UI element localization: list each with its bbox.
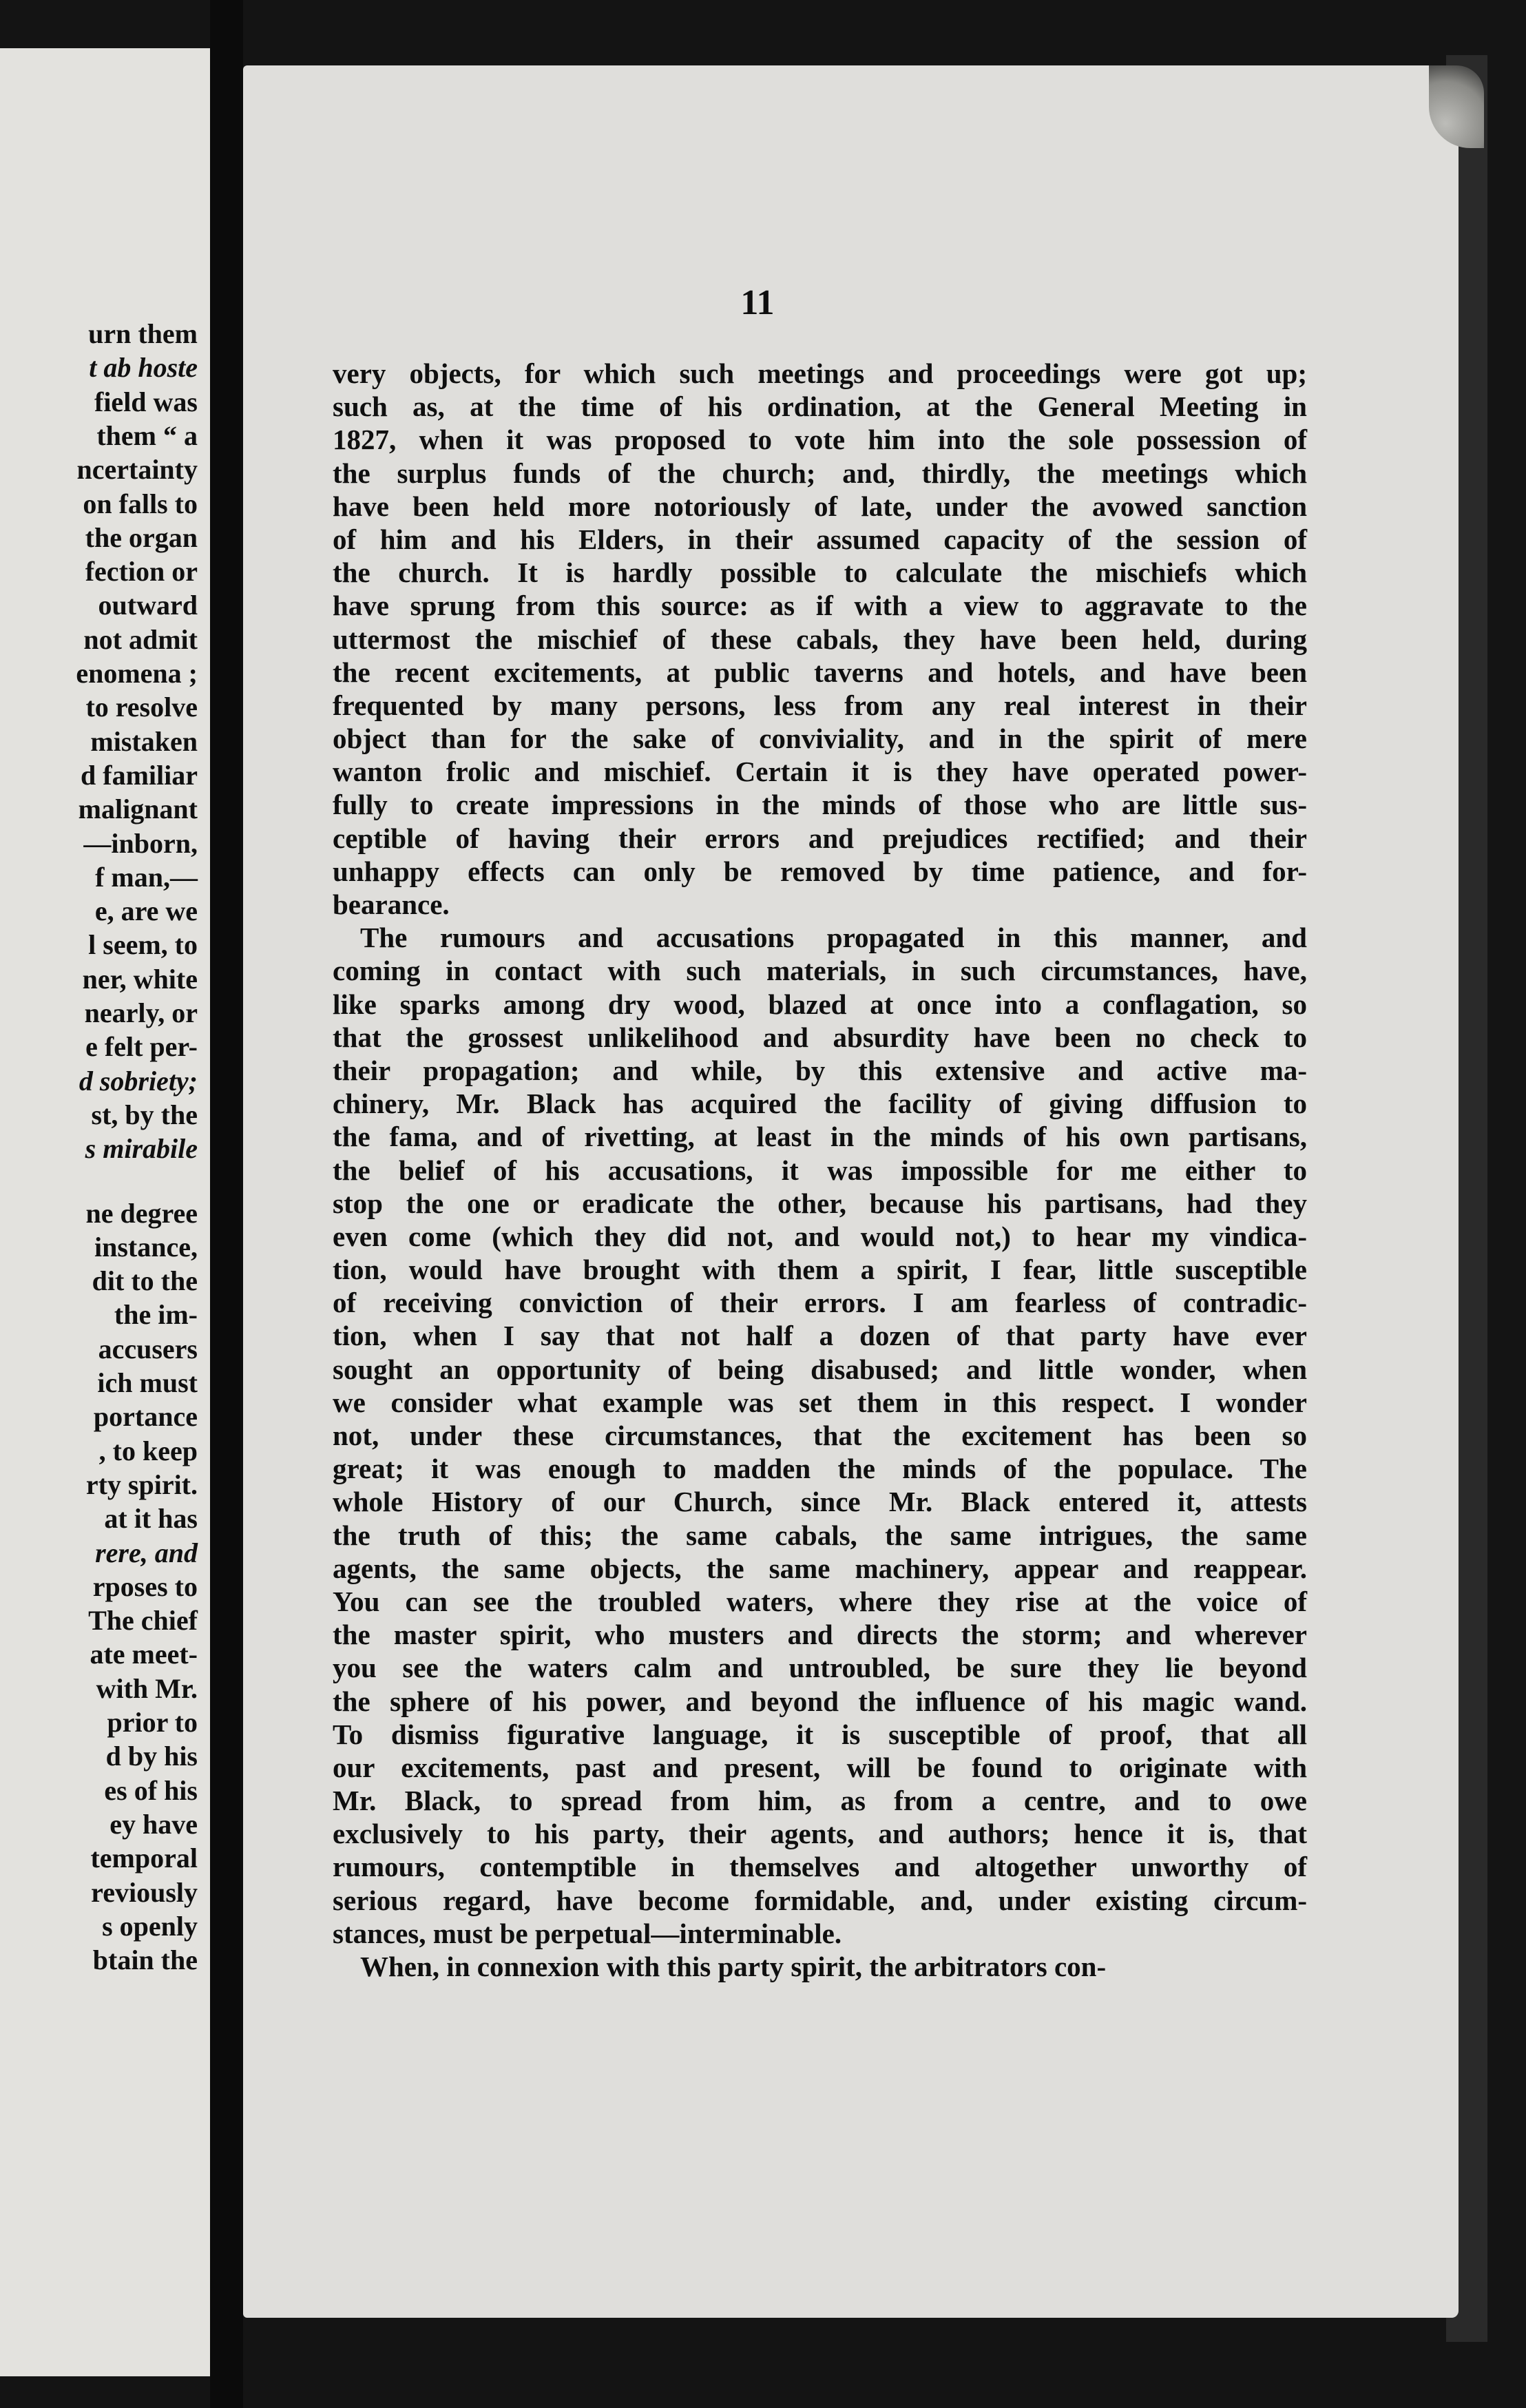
left-page-line: them “ a [96,419,198,451]
text-line: coming in contact with such materials, in such circumstances, have, [333,955,1307,987]
left-page-line: the organ [85,521,198,553]
text-line: very objects, for which such meetings and proceedings were got up; [333,357,1307,389]
book-gutter [210,0,243,2408]
left-page-line: to resolve [85,692,198,723]
text-line: the sphere of his power, and beyond the influence of his magic wand. [333,1685,1307,1717]
left-page-line: urn them [88,318,198,349]
text-line: the belief of his accusations, it was impossible for me either to [333,1154,1307,1186]
text-line: whole History of our Church, since Mr. Black entered it, attests [333,1486,1307,1518]
left-page-line: fection or [85,556,198,588]
text-line: we consider what example was set them in this respect. I wonder [333,1386,1307,1418]
left-page-line: ate meet- [90,1639,198,1670]
left-page-line: f man,— [95,861,198,893]
left-page-line: reviously [91,1876,198,1908]
left-page-line: dit to the [92,1265,198,1297]
left-page-line: e, are we [94,895,198,927]
page-number: 11 [740,283,775,322]
left-page-line: mistaken [90,725,198,757]
left-page-line: not admit [83,623,198,655]
left-page-line: es of his [104,1774,198,1806]
text-line: the recent excitements, at public taverns and hotels, and have been [333,656,1307,688]
text-line: 1827, when it was proposed to vote him into the sole possession of [333,424,1307,456]
text-line: uttermost the mischief of these cabals, they have been held, during [333,623,1307,655]
left-page-line: with Mr. [96,1672,198,1704]
left-page-line: —inborn, [83,827,198,859]
text-line: The rumours and accusations propagated in this manner, and [360,922,1307,954]
text-line: tion, would have brought with them a spirit, I fear, little susceptible [333,1254,1307,1286]
text-line: great; it was enough to madden the minds of the populace. The [333,1453,1307,1485]
text-line: sought an opportunity of being disabused; and little wonder, when [333,1353,1307,1385]
text-line: the surplus funds of the church; and, thirdly, the meetings which [333,457,1307,489]
left-page-line: btain the [92,1944,198,1976]
left-page-line: l seem, to [88,929,198,961]
left-page-line: rposes to [92,1570,198,1602]
left-page-line: at it has [104,1503,198,1535]
text-line: Mr. Black, to spread from him, as from a centre, and to owe [333,1785,1307,1817]
text-line: like sparks among dry wood, blazed at once into a conflagation, so [333,988,1307,1020]
text-line: of him and his Elders, in their assumed capacity of the session of [333,523,1307,555]
text-line: have been held more notoriously of late, under the avowed sanction [333,490,1307,522]
left-page-line: d familiar [81,759,198,791]
left-page-line: prior to [107,1707,198,1738]
left-page-line: ne degree [85,1197,198,1229]
text-line: stop the one or eradicate the other, because his partisans, had they [333,1187,1307,1219]
left-page-fragment [0,48,210,2376]
left-page-line: rere, and [95,1537,198,1568]
left-page-line: The chief [88,1605,198,1637]
left-page-line: the im- [114,1299,198,1331]
text-line: ceptible of having their errors and prejudices rectified; and their [333,822,1307,854]
text-line: To dismiss figurative language, it is susceptible of proof, that all [333,1718,1307,1750]
left-page-line: enomena ; [76,658,198,689]
text-line: of receiving conviction of their errors. I am fearless of contradic- [333,1287,1307,1319]
left-page-line: s openly [102,1910,198,1942]
text-line: frequented by many persons, less from any real interest in their [333,689,1307,721]
left-page-line: d by his [105,1741,198,1772]
left-page-line: portance [93,1401,198,1433]
text-line: unhappy effects can only be removed by time patience, and for- [333,855,1307,887]
text-line: the church. It is hardly possible to calculate the mischiefs which [333,557,1307,589]
text-line: chinery, Mr. Black has acquired the facility of giving diffusion to [333,1088,1307,1120]
left-page-line: accusers [98,1333,198,1364]
text-line: the fama, and of rivetting, at least in the minds of his own partisans, [333,1121,1307,1153]
paragraph [333,921,1307,1950]
text-line: that the grossest unlikelihood and absurdity have been no check to [333,1021,1307,1053]
text-line: the master spirit, who musters and directs the storm; and wherever [333,1619,1307,1651]
text-line: You can see the troubled waters, where they rise at the voice of [333,1585,1307,1617]
text-line: wanton frolic and mischief. Certain it is they have operated power- [333,756,1307,788]
text-line: even come (which they did not, and would not,) to hear my vindica- [333,1220,1307,1252]
text-line: rumours, contemptible in themselves and altogether unworthy of [333,1851,1307,1883]
left-page-line: rty spirit. [85,1468,198,1500]
left-page-line: , to keep [98,1435,198,1466]
text-line: our excitements, past and present, will be found to originate with [333,1751,1307,1783]
text-line: exclusively to his party, their agents, and authors; hence it is, that [333,1818,1307,1850]
text-line: you see the waters calm and untroubled, be sure they lie beyond [333,1652,1307,1684]
text-line: agents, the same objects, the same machinery, appear and reappear. [333,1552,1307,1584]
text-line: object than for the sake of conviviality, and in the spirit of mere [333,723,1307,755]
text-line: When, in connexion with this party spirit, the arbitrators con- [360,1951,1107,1982]
left-page-line: ner, white [82,963,198,995]
left-page-line: ey have [109,1808,198,1840]
left-page-line: ich must [97,1367,198,1398]
left-page-line: field was [94,386,198,417]
text-line: bearance. [333,889,450,920]
left-page-line: ncertainty [76,454,198,486]
body-text [333,357,1307,1983]
text-line: the truth of this; the same cabals, the same intrigues, the same [333,1519,1307,1551]
text-line: fully to create impressions in the minds of those who are little sus- [333,789,1307,821]
left-page-line: d sobriety; [79,1065,198,1097]
paragraph [333,1950,1307,1983]
left-page-line: temporal [90,1843,198,1874]
text-line: serious regard, have become formidable, and, under existing circum- [333,1884,1307,1916]
left-page-line: st, by the [91,1099,198,1130]
text-line: their propagation; and while, by this extensive and active ma- [333,1054,1307,1086]
left-page-line: instance, [94,1231,198,1263]
text-line: have sprung from this source: as if with a view to aggravate to the [333,590,1307,622]
left-page-line: malignant [78,793,198,825]
left-page-line: e felt per- [85,1031,198,1063]
left-page-line: s mirabile [85,1133,198,1165]
text-line: such as, at the time of his ordination, at the General Meeting in [333,391,1307,423]
paragraph [333,357,1307,921]
left-page-line: on falls to [83,488,198,519]
left-page-line: nearly, or [84,997,198,1028]
left-page-line: outward [98,590,198,621]
left-page-line: t ab hoste [89,352,198,384]
text-line: not, under these circumstances, that the excitement has been so [333,1420,1307,1451]
text-line: stances, must be perpetual—interminable. [333,1917,842,1949]
text-line: tion, when I say that not half a dozen of that party have ever [333,1320,1307,1352]
